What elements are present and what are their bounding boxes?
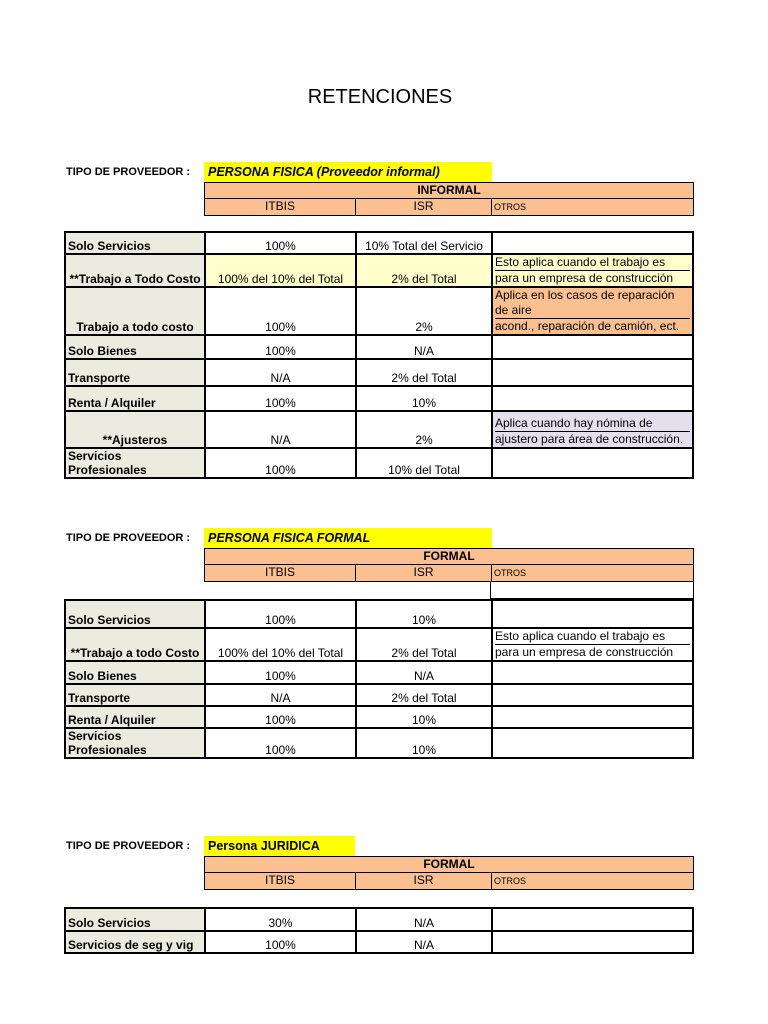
note-line: para un empresa de construcción [495,271,674,285]
table-header [204,856,694,890]
row-label: Renta / Alquiler [65,386,205,411]
col-otros: OTROS [494,876,527,886]
row-label: Servicios de seg y vig [65,931,205,953]
row-label: Servicios Profesionales [65,448,205,478]
isr-value: 2% del Total [356,628,492,661]
isr-value: 10% [356,728,492,758]
isr-value: 10% Total del Servicio [356,232,492,254]
note-line: ajustero para área de construcción. [495,432,684,446]
table-row [65,411,693,448]
otros-note [492,359,693,386]
row-label: Renta / Alquiler [65,706,205,728]
table-row [65,600,693,628]
tipo-value: PERSONA FISICA (Proveedor informal) [204,162,492,182]
otros-spacer [490,582,694,599]
row-label: Solo Bienes [65,335,205,359]
retenciones-table [64,599,694,759]
row-label: **Ajusteros [65,411,205,448]
table-row [65,628,693,661]
itbis-value: 100% [205,386,356,411]
page-title: RETENCIONES [307,86,453,108]
isr-value: 10% del Total [356,448,492,478]
note-line: Aplica en los casos de reparación de aire [495,288,690,319]
section-juridica [64,836,694,954]
isr-value: 10% [356,600,492,628]
table-row [65,661,693,684]
isr-value: N/A [356,335,492,359]
otros-note [492,335,693,359]
isr-value: 2% del Total [356,254,492,287]
row-label: **Trabajo a Todo Costo [65,254,205,287]
col-otros: OTROS [494,202,527,212]
note-line: Esto aplica cuando el trabajo es [495,255,690,271]
col-itbis: ITBIS [205,873,356,889]
row-label: **Trabajo a todo Costo [65,628,205,661]
otros-note [492,931,693,953]
table-row [65,359,693,386]
itbis-value: 100% del 10% del Total [205,628,356,661]
table-row [65,908,693,931]
tipo-label: TIPO DE PROVEEDOR : [66,532,191,544]
isr-value: 2% [356,287,492,335]
isr-value: 2% del Total [356,684,492,706]
otros-note [492,684,693,706]
itbis-value: 100% [205,728,356,758]
isr-value: N/A [356,661,492,684]
row-label: Transporte [65,684,205,706]
tipo-label: TIPO DE PROVEEDOR : [66,840,191,852]
col-itbis: ITBIS [205,565,356,581]
itbis-value: 100% [205,335,356,359]
otros-note [492,448,693,478]
otros-note [492,706,693,728]
tipo-label: TIPO DE PROVEEDOR : [66,166,191,178]
col-itbis: ITBIS [205,199,356,215]
isr-value: 2% [356,411,492,448]
isr-value: N/A [356,908,492,931]
col-otros: OTROS [494,568,527,578]
row-label: Solo Servicios [65,600,205,628]
otros-note [492,254,693,287]
itbis-value: 100% [205,448,356,478]
table-row [65,706,693,728]
isr-value: 10% [356,386,492,411]
group-header: FORMAL [204,548,694,564]
row-label: Servicios Profesionales [65,728,205,758]
note-line: acond., reparación de camión, ect. [495,319,680,333]
row-label: Transporte [65,359,205,386]
table-row [65,386,693,411]
row-label: Solo Bienes [65,661,205,684]
table-row [65,931,693,953]
retenciones-table [64,231,694,479]
otros-note [492,728,693,758]
itbis-value: 100% [205,931,356,953]
tipo-value: PERSONA FISICA FORMAL [204,528,492,548]
table-row [65,684,693,706]
table-row [65,232,693,254]
row-label: Solo Servicios [65,908,205,931]
isr-value: 10% [356,706,492,728]
itbis-value: 100% [205,706,356,728]
group-header: FORMAL [204,856,694,872]
itbis-value: N/A [205,359,356,386]
row-label: Solo Servicios [65,232,205,254]
table-row [65,448,693,478]
group-header: INFORMAL [204,182,694,198]
table-row [65,287,693,335]
retenciones-table [64,907,694,954]
row-label: Trabajo a todo costo [65,287,205,335]
itbis-value: 30% [205,908,356,931]
tipo-value: Persona JURIDICA [204,836,355,856]
itbis-value: N/A [205,411,356,448]
note-line: Esto aplica cuando el trabajo es [495,629,690,645]
col-isr: ISR [356,873,492,889]
otros-note [492,600,693,628]
section-formal [64,528,694,759]
isr-value: 2% del Total [356,359,492,386]
itbis-value: 100% [205,600,356,628]
otros-note [492,908,693,931]
note-line: para un empresa de construcción [495,645,674,659]
table-row [65,728,693,758]
itbis-value: 100% [205,287,356,335]
note-line: Aplica cuando hay nómina de [495,416,690,432]
otros-note [492,661,693,684]
table-header [204,548,694,599]
col-isr: ISR [356,565,492,581]
itbis-value: N/A [205,684,356,706]
otros-note [492,232,693,254]
section-informal [64,162,694,479]
itbis-value: 100% [205,232,356,254]
table-row [65,335,693,359]
table-header [204,182,694,216]
isr-value: N/A [356,931,492,953]
otros-note [492,628,693,661]
otros-note [492,287,693,335]
itbis-value: 100% del 10% del Total [205,254,356,287]
itbis-value: 100% [205,661,356,684]
otros-note [492,411,693,448]
table-row [65,254,693,287]
col-isr: ISR [356,199,492,215]
otros-note [492,386,693,411]
